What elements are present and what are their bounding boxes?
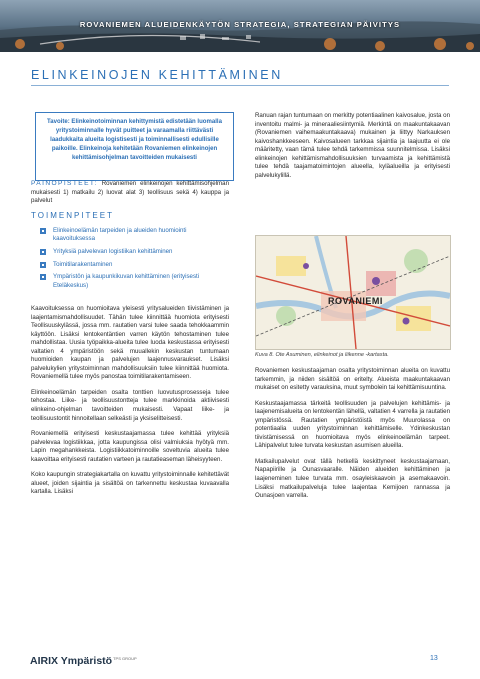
bullet-icon <box>40 262 46 268</box>
list-item <box>40 227 230 243</box>
list-item <box>40 273 230 289</box>
logo-main-text: AIRIX Ympäristö <box>30 655 113 667</box>
bullet-icon <box>40 249 46 255</box>
right-column-top <box>255 112 450 187</box>
list-item-text: Yrityksiä palvelevan logistiikan kehittäminen <box>53 247 173 255</box>
list-item-text: Elinkeinoelämän tarpeiden ja alueiden huomiointi kaavoituksessa <box>53 227 187 243</box>
section-heading: ELINKEINOJEN KEHITTÄMINEN <box>31 68 283 82</box>
painopisteet-block <box>31 180 229 206</box>
paragraph: Keskustaajamassa tärkeitä teollisuuden ja palvelujen kehittämis- ja laajenemisalueita on lentokentän lähellä, valtatien 4 varrella ja rautatien ympäristössä. Rautatien ympäristöistä myös Muurolassa on potentiaalia uuden yritystoiminnan kehittämiselle. Ydinkeskustan tiivistämisessä on huomioitava myös elinkeinoelämän tarpeet. Lähipalvelut tulee turvata keskustan asumisen alueilla. <box>255 399 450 450</box>
toimenpiteet-list <box>40 227 230 294</box>
list-item <box>40 261 230 269</box>
paragraph: Elinkeinoelämän tarpeiden osalta tonttien luovutusprosesseja tulee tehostaa. Liike- ja teollisuustontteja tulee markkinoida aktiivisesti elinkeino-ohjelman tavoitteiden mukaisesti. Vapaat liike- ja teollisuustontit hinnoitellaan selkeästi ja yksiselitteisesti. <box>31 388 229 422</box>
banner-title: ROVANIEMEN ALUEIDENKÄYTÖN STRATEGIA, STRATEGIAN PÄIVITYS <box>79 20 401 29</box>
list-item <box>40 248 230 256</box>
painopisteet-label: PAINOPISTEET: <box>31 180 98 187</box>
map-excerpt <box>255 235 451 350</box>
goal-box: Tavoite: Elinkeinotoiminnan kehittymistä edistetään luomalla yritystoiminnalle hyvät puitteet ja varaamalla riittävästi laadukkaita alueita logistisesti ja toiminnallisesti edullisille paikoille. Elinkeinoja kehitetään Rovaniemen elinkeinojen kehittämisohjelman tavoitteiden mukaisesti <box>35 112 234 181</box>
company-logo <box>30 655 137 667</box>
list-item-text: Toimitilarakentaminen <box>53 260 113 268</box>
heading-rule <box>31 85 449 86</box>
map-caption: Kuva 8. Ote Asuminen, elinkeinot ja liikenne -kartasta. <box>255 352 389 358</box>
paragraph: Matkailupalvelut ovat tällä hetkellä keskittyneet keskustaajamaan, Napapiirille ja Ounasvaaralle. Näiden alueiden kehittäminen ja laajeneminen tulee turvata mm. osayleiskaavoin ja asemakaavoin. Lisäksi matkailupalveluja tulee laajentaa Kemijoen rannassa ja Ounasjoen varrella. <box>255 457 450 500</box>
page-number: 13 <box>430 655 438 662</box>
list-item-text: Ympäristön ja kaupunkikuvan kehittäminen (erityisesti Eteläkeskus) <box>53 273 200 289</box>
paragraph: Kaavoituksessa on huomioitava yleisesti yritysalueiden tiivistäminen ja laajentamismahdollisuudet. Tähän tulee kiinnittää huomiota erityisesti Teollisuuskylässä, jossa mm. rautatien varsi tulee saada tehokkaammin käyttöön. Lisäksi lentokentäntien varren käytön tehostaminen tulee mahdollistaa. Uusia työpaikka-alueita tulee luoda keskustassa erityisesti valtatien 4 ympäristöön sekä muuallekin keskustan tuntumaan huomioiden kaupan ja palvelujen laajennusvaraukset. Lisäksi palvelukylien yritystoiminnan mahdollisuuksiin tulee kiinnittää huomiota. Rovaniemellä tulee myös panostaa toimitilarakentamiseen. <box>31 305 229 381</box>
paragraph: Koko kaupungin strategiakartalla on kuvattu yritystoiminnalle kehitettävät alueet, joiden sijaintia ja sisältöä on tarkennettu keskustaa kuvaavalla kartalla. Lisäksi <box>31 471 229 496</box>
painopisteet-text: Rovaniemen elinkeinojen kehittämisohjelman mukaisesti 1) matkailu 2) luovat alat 3) teollisuus sekä 4) kauppa ja palvelut <box>31 180 229 205</box>
logo-sub-text: TPS GROUP <box>113 655 137 661</box>
map-image-icon <box>256 236 450 349</box>
right-column-body <box>255 367 450 508</box>
map-place-label: ROVANIEMI <box>328 296 383 306</box>
toimenpiteet-heading: TOIMENPITEET <box>31 211 114 220</box>
bullet-icon <box>40 274 46 280</box>
paragraph: Rovaniemen keskustaajaman osalta yritystoiminnan alueita on kuvattu tarkemmin, ja niiden sisältöä on eritelty. Alueista maakuntakaavan mukaiset on esitetty varauksina, muut symbolein tai kehittämisuuntina. <box>255 367 450 392</box>
paragraph: Ranuan rajan tuntumaan on merkitty potentiaalinen kaivosalue, josta on inventoitu malmi- ja mineraaliesiintymiä. Merkintä on maakuntakaavan (Rovaniemen vaihemaakuntakaava) mukainen ja liittyy Narkauksen kaivoshankkeeseen. Kaivosalueen tarkkaa sijaintia ja laajuutta ei ole määritetty, vaan tämä tulee tehdä tarkemmissa suunnitelmissa. Lisäksi elinkeinojen kehittämismahdollisuuksien turvaamista ja kehittämistä tulee tehdä taajamatoimintojen alueella, kyläalueilla ja erityisesti palvelukylillä. <box>255 112 450 179</box>
paragraph: Rovaniemellä erityisesti keskustaajamassa tulee kehittää yrityksiä palvelevaa logistiikkaa, jotta kaupungissa olisi valmiuksia hyötyä mm. Lapin megahankkeista. Logistiikkatoiminnoille soveltuvia alueita tulee kaavoittaa erityisesti rautatien varteen ja rautatieaseman läheisyyteen. <box>31 430 229 463</box>
bullet-icon <box>40 228 46 234</box>
header-banner <box>0 0 480 52</box>
left-column-body <box>31 305 229 504</box>
